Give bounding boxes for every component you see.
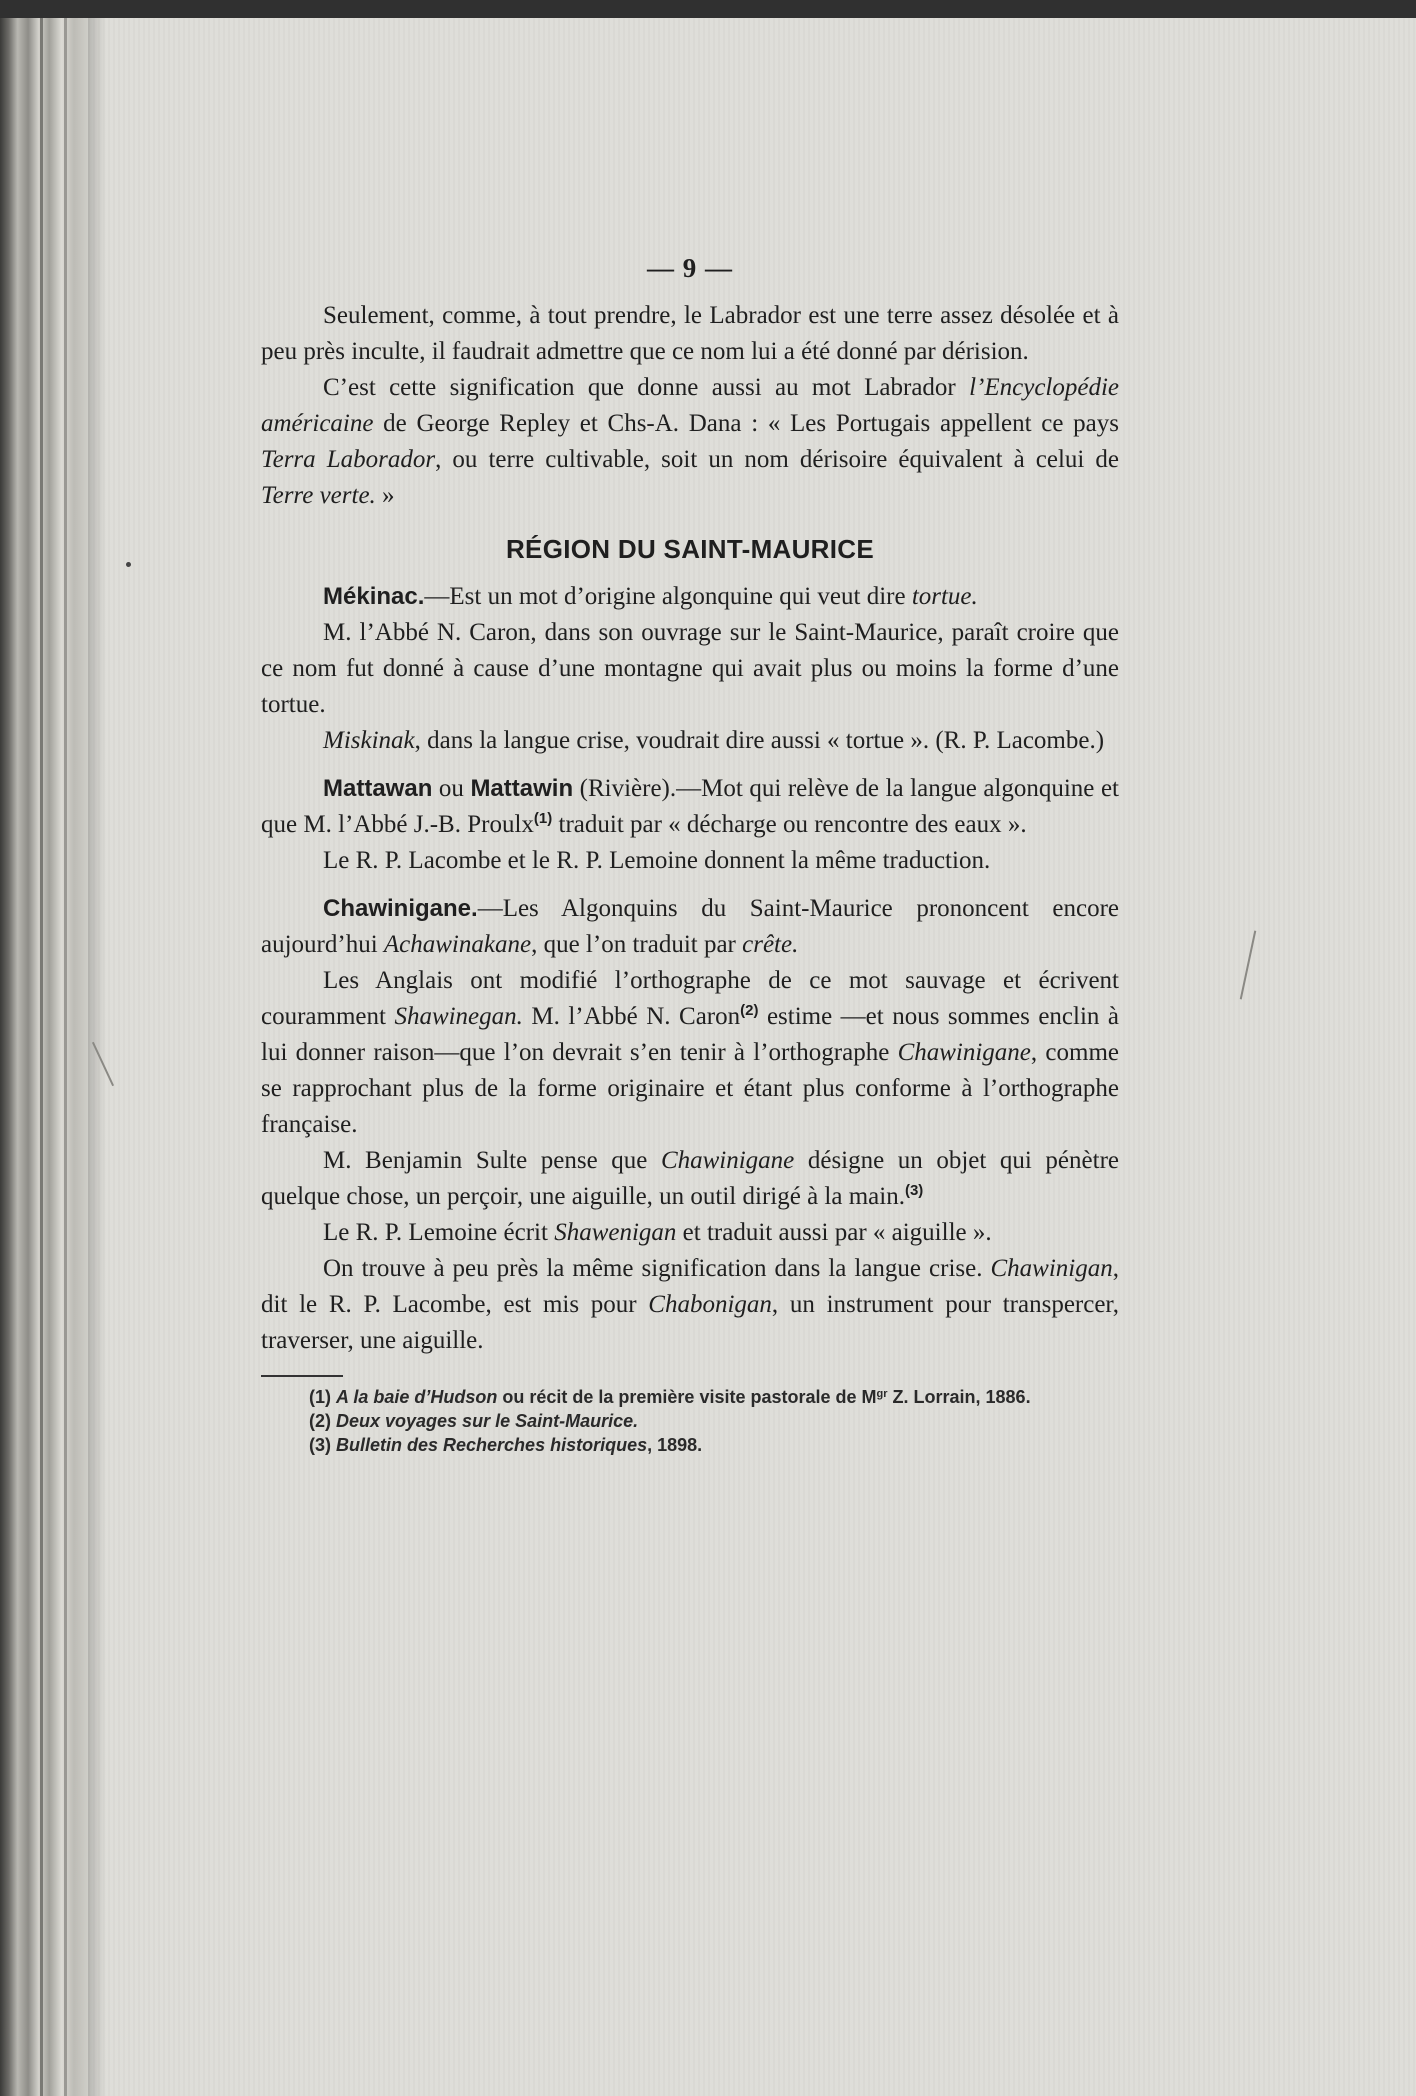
- entry-chawinigane: [261, 891, 1119, 1359]
- italic-term: Terre verte.: [261, 482, 376, 509]
- text-run: C’est cette signification que donne aussi au mot Labrador: [323, 374, 970, 401]
- binding-crease: [64, 18, 67, 2096]
- footnote-ref: (3): [904, 1182, 924, 1199]
- text-run: M. l’Abbé N. Caron: [522, 1003, 741, 1030]
- mattawan-definition: [261, 771, 1119, 843]
- entry-term: Mattawin: [470, 775, 574, 802]
- binding-crease: [40, 18, 43, 2096]
- italic-term: Terra Laborador: [261, 446, 436, 473]
- book-binding: [0, 18, 88, 2096]
- text-run: (Rivière).—Mot qui relève de la langue algonquine et que M. l’Abbé J.-B. Proulx: [261, 775, 1119, 838]
- chawinigane-paragraph-4: [261, 1215, 1119, 1251]
- mekinac-paragraph-3: [261, 723, 1119, 759]
- entry-term: Chawinigane.: [323, 895, 478, 922]
- intro-paragraph-1: Seulement, comme, à tout prendre, le Labrador est une terre assez désolée et à peu près inculte, il faudrait admettre que ce nom lui a été donné par dérision.: [261, 302, 1119, 365]
- text-run: , comme se rapprochant plus de la forme originaire et étant plus conforme à l’orthographe française.: [261, 1039, 1119, 1138]
- footnote-2: [261, 1409, 1119, 1433]
- text-run: Le R. P. Lemoine écrit: [323, 1219, 555, 1246]
- italic-term: Chawinigane: [897, 1039, 1031, 1066]
- chawinigane-paragraph-3: [261, 1143, 1119, 1215]
- intro-paragraph-2: [261, 370, 1119, 514]
- text-run: désigne un objet qui pénètre quelque chose, un perçoir, une aiguille, un outil dirigé à la main.: [261, 1147, 1119, 1210]
- entry-mattawan: [261, 771, 1119, 879]
- chawinigane-paragraph-5: [261, 1251, 1119, 1359]
- text-run: , que l’on traduit par: [531, 931, 743, 958]
- footnote-ref: (1): [533, 810, 553, 827]
- footnote-title: Bulletin des Recherches historiques: [336, 1435, 648, 1455]
- text-run: , 1898.: [647, 1435, 703, 1455]
- mekinac-definition: [261, 579, 1119, 615]
- text-run: traduit par « décharge ou rencontre des eaux ».: [552, 811, 1027, 838]
- section-heading: RÉGION DU SAINT-MAURICE: [505, 534, 875, 564]
- footnote-number: (2): [309, 1411, 336, 1431]
- footnote-number: (3): [309, 1435, 336, 1455]
- page-text: [261, 250, 1119, 1457]
- text-run: de George Repley et Chs-A. Dana : « Les Portugais appellent ce pays: [373, 410, 1119, 437]
- footnote-3: [261, 1433, 1119, 1457]
- chawinigane-paragraph-2: [261, 963, 1119, 1143]
- italic-term: Chawinigane: [660, 1147, 795, 1174]
- text-run: Z. Lorrain, 1886.: [887, 1387, 1031, 1407]
- footnote-title: A la baie d’Hudson: [336, 1387, 498, 1407]
- italic-term: Miskinak: [323, 727, 415, 754]
- footnote-title: Deux voyages sur le Saint-Maurice.: [336, 1411, 639, 1431]
- italic-term: Chabonigan: [648, 1291, 772, 1318]
- mattawan-paragraph-2: Le R. P. Lacombe et le R. P. Lemoine donnent la même traduction.: [323, 847, 991, 874]
- text-run: estime —et nous sommes enclin à lui donner raison—que l’on devrait s’en tenir à l’orthographe: [261, 1003, 1119, 1066]
- italic-term: Shawinegan.: [394, 1003, 523, 1030]
- italic-term: Chawinigan: [990, 1255, 1113, 1282]
- italic-term: Achawinakane: [383, 931, 532, 958]
- text-run: M. Benjamin Sulte pense que: [323, 1147, 661, 1174]
- italic-term: tortue.: [911, 583, 978, 610]
- mekinac-paragraph-2: M. l’Abbé N. Caron, dans son ouvrage sur le Saint-Maurice, paraît croire que ce nom fut donné à cause d’une montagne qui avait plus ou moins la forme d’une tortue.: [261, 619, 1119, 718]
- entry-term: Mékinac.: [323, 583, 425, 610]
- superscript: gr: [876, 1388, 888, 1400]
- footnotes: [261, 1385, 1119, 1457]
- text-run: et traduit aussi par « aiguille ».: [676, 1219, 992, 1246]
- text-run: ou: [432, 775, 471, 802]
- footnote-number: (1): [309, 1387, 336, 1407]
- footnote-1: [261, 1385, 1119, 1409]
- paper-speck: [126, 562, 131, 567]
- text-run: , ou terre cultivable, soit un nom dérisoire équivalent à celui de: [435, 446, 1120, 473]
- text-run: ou récit de la première visite pastorale de M: [497, 1387, 877, 1407]
- footnote-separator: [261, 1375, 343, 1377]
- text-run: Les Anglais ont modifié l’orthographe de ce mot sauvage et écrivent couramment: [261, 967, 1119, 1030]
- entry-term: Mattawan: [323, 775, 433, 802]
- footnote-ref: (2): [740, 1002, 759, 1019]
- text-run: »: [375, 482, 395, 509]
- page-number: — 9 —: [647, 253, 733, 283]
- text-run: , dit le R. P. Lacombe, est mis pour: [261, 1255, 1119, 1318]
- entry-mekinac: [261, 579, 1119, 759]
- chawinigane-definition: [261, 891, 1119, 963]
- gutter-shadow: [88, 18, 106, 2096]
- italic-title: l’Encyclopédie américaine: [261, 374, 1119, 437]
- text-run: On trouve à peu près la même signification dans la langue crise.: [323, 1255, 991, 1282]
- scan-top-edge: [0, 0, 1416, 18]
- text-run: —Est un mot d’origine algonquine qui veut dire: [424, 583, 912, 610]
- italic-term: crête.: [742, 931, 799, 958]
- italic-term: Shawenigan: [554, 1219, 677, 1246]
- text-run: , dans la langue crise, voudrait dire aussi « tortue ». (R. P. Lacombe.): [414, 727, 1105, 754]
- text-run: —Les Algonquins du Saint-Maurice prononcent encore aujourd’hui: [261, 895, 1119, 958]
- text-run: , un instrument pour transpercer, traverser, une aiguille.: [261, 1291, 1120, 1354]
